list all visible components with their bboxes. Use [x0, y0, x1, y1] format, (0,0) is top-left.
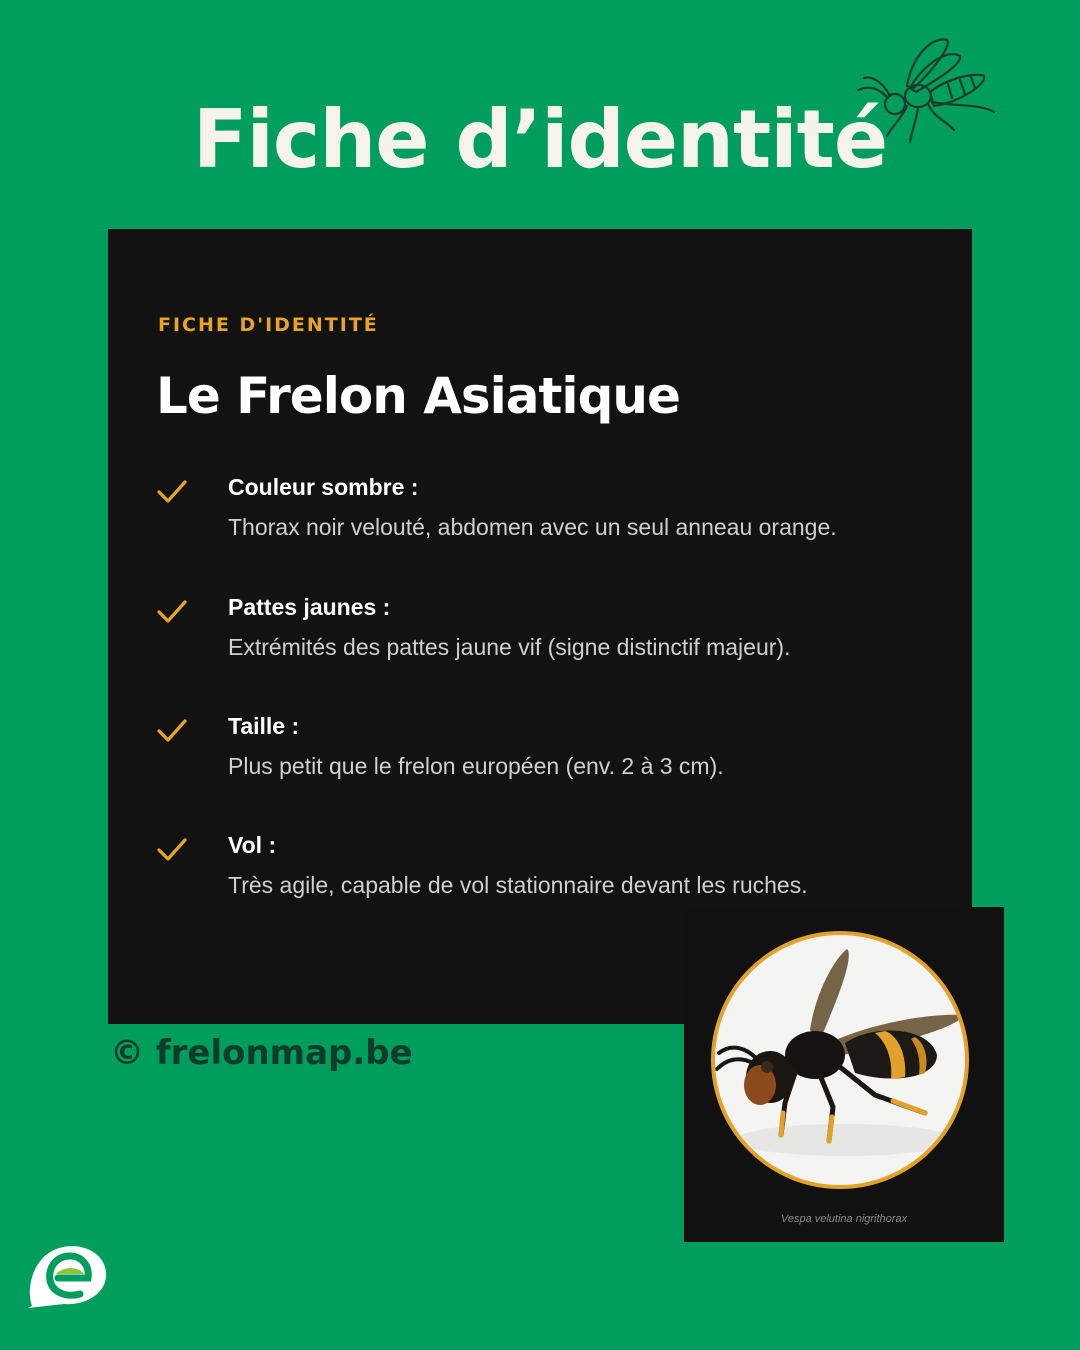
identity-card: [108, 229, 972, 1024]
hornet-photo-panel: [684, 907, 1004, 1242]
check-icon: [156, 717, 188, 745]
copyright-text: © frelonmap.be: [110, 1033, 413, 1073]
check-icon: [156, 478, 188, 506]
feature-item: [108, 594, 972, 694]
photo-caption: Vespa velutina nigrithorax: [780, 1213, 908, 1225]
card-title: Le Frelon Asiatique: [156, 367, 680, 425]
check-icon: [156, 836, 188, 864]
feature-label: Pattes jaunes :: [228, 594, 391, 620]
page-title: Fiche d’identité: [192, 93, 888, 186]
feature-label: Couleur sombre :: [228, 474, 419, 500]
feature-label: Taille :: [228, 713, 300, 739]
feature-label: Vol :: [228, 832, 277, 858]
hornet-illustration: [715, 935, 965, 1185]
e-logo-icon: [24, 1240, 108, 1310]
feature-description: Thorax noir velouté, abdomen avec un seul anneau orange.: [228, 514, 837, 540]
feature-item: [108, 474, 972, 574]
feature-description: Extrémités des pattes jaune vif (signe distinctif majeur).: [228, 634, 791, 660]
card-eyebrow: FICHE D'IDENTITÉ: [158, 314, 379, 336]
feature-description: Plus petit que le frelon européen (env. 2 à 3 cm).: [228, 753, 724, 779]
wasp-line-icon: [852, 26, 1002, 146]
hornet-photo: [711, 931, 969, 1189]
feature-description: Très agile, capable de vol stationnaire devant les ruches.: [228, 872, 808, 898]
feature-item: [108, 713, 972, 813]
check-icon: [156, 598, 188, 626]
